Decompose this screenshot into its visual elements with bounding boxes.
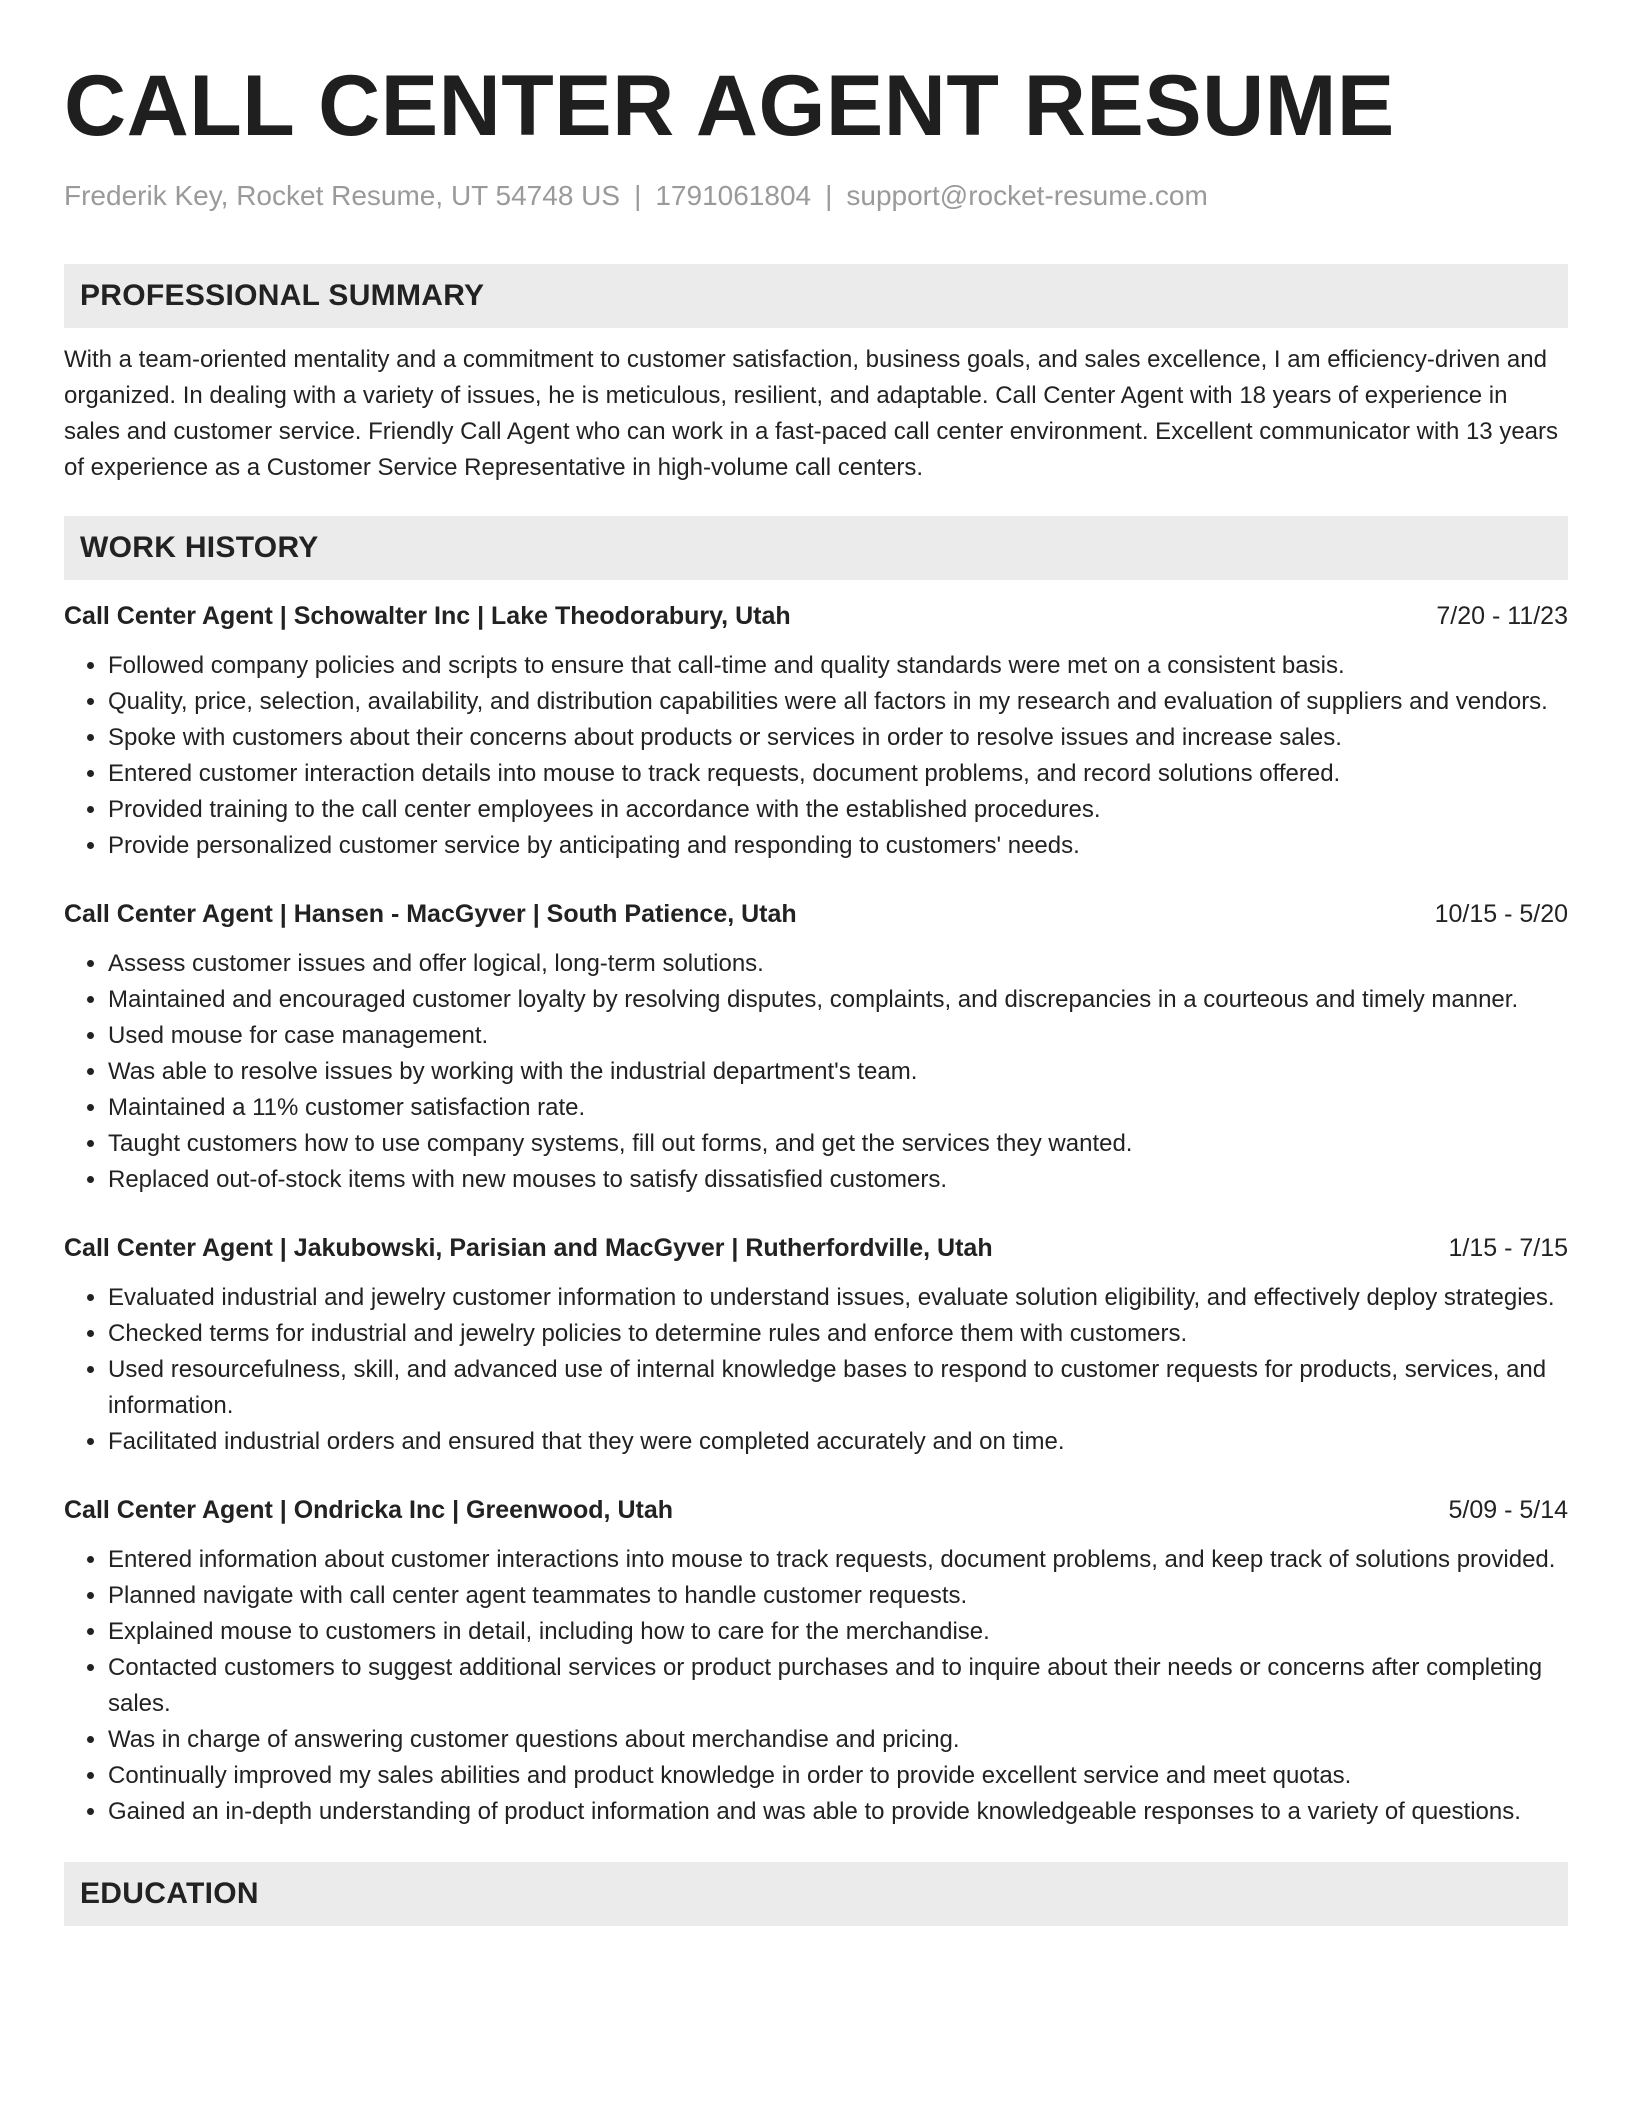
job-bullet-list (64, 648, 1568, 864)
contact-separator: | (634, 180, 642, 211)
job-bullet: • Facilitated industrial orders and ensured that they were completed accurately and on time. (108, 1424, 1568, 1460)
job-bullet: • Quality, price, selection, availability, and distribution capabilities were all factors in my research and evaluation of suppliers and vendors. (108, 684, 1568, 720)
job-bullet: • Followed company policies and scripts to ensure that call-time and quality standards were met on a consistent basis. (108, 648, 1568, 684)
job-bullet: • Taught customers how to use company systems, fill out forms, and get the services they wanted. (108, 1126, 1568, 1162)
contact-email: support@rocket-resume.com (846, 180, 1208, 211)
job-title: Call Center Agent | Jakubowski, Parisian and MacGyver | Rutherfordville, Utah (64, 1234, 993, 1262)
resume-title: CALL CENTER AGENT RESUME (64, 58, 1395, 154)
job-dates: 10/15 - 5/20 (1434, 900, 1568, 928)
job-bullet: • Was able to resolve issues by working with the industrial department's team. (108, 1054, 1568, 1090)
job-dates: 7/20 - 11/23 (1436, 602, 1568, 630)
job-bullet: • Spoke with customers about their concerns about products or services in order to resolve issues and increase sales. (108, 720, 1568, 756)
job-bullet: • Provided training to the call center employees in accordance with the established procedures. (108, 792, 1568, 828)
section-header-summary: PROFESSIONAL SUMMARY (64, 264, 1568, 328)
job-bullet: • Explained mouse to customers in detail, including how to care for the merchandise. (108, 1614, 1568, 1650)
job-header (64, 1230, 1568, 1266)
contact-line (64, 178, 1568, 214)
job-dates: 5/09 - 5/14 (1448, 1496, 1568, 1524)
job-header (64, 598, 1568, 634)
job-header (64, 1492, 1568, 1528)
job-bullet: • Contacted customers to suggest additional services or product purchases and to inquire about their needs or concerns after completing sales. (108, 1650, 1568, 1722)
contact-separator: | (825, 180, 833, 211)
job-dates: 1/15 - 7/15 (1448, 1234, 1568, 1262)
job-bullet: • Maintained and encouraged customer loyalty by resolving disputes, complaints, and discrepancies in a courteous and timely manner. (108, 982, 1568, 1018)
job-title: Call Center Agent | Schowalter Inc | Lake Theodorabury, Utah (64, 602, 791, 630)
work-history-list (64, 598, 1568, 1830)
job-bullet: • Gained an in-depth understanding of product information and was able to provide knowledgeable responses to a variety of questions. (108, 1794, 1568, 1830)
job-entry (64, 1230, 1568, 1460)
job-bullet: • Planned navigate with call center agent teammates to handle customer requests. (108, 1578, 1568, 1614)
job-bullet: • Continually improved my sales abilities and product knowledge in order to provide excellent service and meet quotas. (108, 1758, 1568, 1794)
job-bullet: • Was in charge of answering customer questions about merchandise and pricing. (108, 1722, 1568, 1758)
job-bullet: • Used mouse for case management. (108, 1018, 1568, 1054)
summary-text: With a team-oriented mentality and a commitment to customer satisfaction, business goals, and sales excellence, I am efficiency-driven and organized. In dealing with a variety of issues, he is meticulous, resilient, and adaptable. Call Center Agent with 18 years of experience in sales and customer service. Friendly Call Agent who can work in a fast-paced call center environment. Excellent communicator with 13 years of experience as a Customer Service Representative in high-volume call centers. (64, 346, 1559, 481)
contact-name-address: Frederik Key, Rocket Resume, UT 54748 US (64, 180, 621, 211)
job-bullet: • Maintained a 11% customer satisfaction rate. (108, 1090, 1568, 1126)
job-bullet-list (64, 946, 1568, 1198)
job-bullet: • Entered customer interaction details into mouse to track requests, document problems, and record solutions offered. (108, 756, 1568, 792)
job-bullet: • Evaluated industrial and jewelry customer information to understand issues, evaluate solution eligibility, and effectively deploy strategies. (108, 1280, 1568, 1316)
job-title: Call Center Agent | Hansen - MacGyver | South Patience, Utah (64, 900, 797, 928)
job-bullet-list (64, 1542, 1568, 1830)
section-header-education: EDUCATION (64, 1862, 1568, 1926)
job-entry (64, 896, 1568, 1198)
job-bullet: • Checked terms for industrial and jewelry policies to determine rules and enforce them with customers. (108, 1316, 1568, 1352)
job-header (64, 896, 1568, 932)
job-bullet: • Entered information about customer interactions into mouse to track requests, document problems, and keep track of solutions provided. (108, 1542, 1568, 1578)
job-bullet: • Assess customer issues and offer logical, long-term solutions. (108, 946, 1568, 982)
section-header-work-history: WORK HISTORY (64, 516, 1568, 580)
job-title: Call Center Agent | Ondricka Inc | Greenwood, Utah (64, 1496, 673, 1524)
job-entry (64, 598, 1568, 864)
contact-phone: 1791061804 (655, 180, 812, 211)
job-bullet-list (64, 1280, 1568, 1460)
job-entry (64, 1492, 1568, 1830)
job-bullet: • Provide personalized customer service by anticipating and responding to customers' needs. (108, 828, 1568, 864)
job-bullet: • Replaced out-of-stock items with new mouses to satisfy dissatisfied customers. (108, 1162, 1568, 1198)
job-bullet: • Used resourcefulness, skill, and advanced use of internal knowledge bases to respond to customer requests for products, services, and information. (108, 1352, 1568, 1424)
